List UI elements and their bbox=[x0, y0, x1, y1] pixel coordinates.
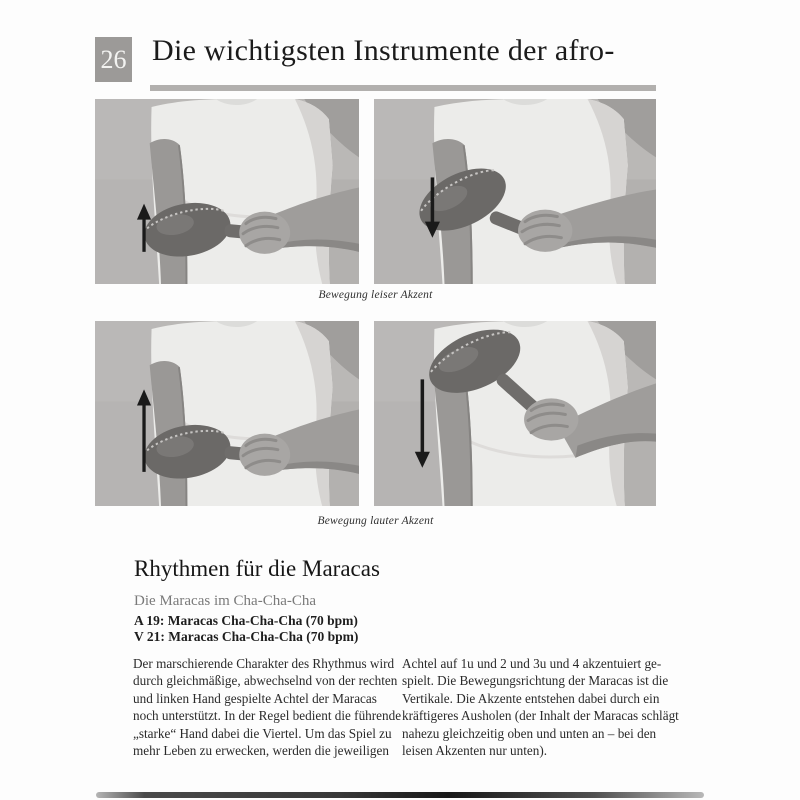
photo-maraca-quiet-upstroke bbox=[95, 99, 359, 284]
track-reference-a19: A 19: Maracas Cha-Cha-Cha (70 bpm) bbox=[134, 613, 358, 628]
figure-caption-quiet-accent: Bewegung leiser Akzent bbox=[318, 289, 433, 301]
body-text-line: leisen Akzenten nur unten). bbox=[402, 743, 548, 759]
page-number-box bbox=[95, 37, 132, 82]
body-text-line: kräftigeres Ausholen (der Inhalt der Maracas schlägt bbox=[402, 708, 679, 724]
page-number: 26 bbox=[100, 44, 127, 74]
track-reference-v21: V 21: Maracas Cha-Cha-Cha (70 bpm) bbox=[134, 628, 359, 644]
body-column-left bbox=[133, 655, 401, 759]
photo-maraca-quiet-downstroke bbox=[374, 99, 656, 284]
figure-caption-loud-accent: Bewegung lauter Akzent bbox=[317, 515, 434, 527]
section-heading: Rhythmen für die Maracas bbox=[134, 556, 380, 581]
hand bbox=[239, 212, 290, 254]
title-rule bbox=[150, 85, 656, 91]
maraca-photo-illustration bbox=[95, 99, 359, 284]
body-text-line: Vertikale. Die Akzente entstehen dabei durch ein bbox=[402, 690, 660, 706]
section-subheading: Die Maracas im Cha-Cha-Cha bbox=[134, 593, 317, 609]
page-title: Die wichtigsten Instrumente der afro- bbox=[152, 34, 615, 67]
body-text-line: nahezu gleichzeitig oben und unten an – bei den bbox=[402, 725, 657, 741]
body-text-line: „starke“ Hand dabei die Viertel. Um das Spiel zu bbox=[133, 725, 392, 741]
maraca-photo-illustration bbox=[374, 321, 656, 506]
hand bbox=[239, 434, 290, 476]
body-text-line: und linken Hand gespielte Achtel der Maracas bbox=[133, 690, 377, 706]
page-bottom-edge-shadow bbox=[96, 792, 704, 798]
body-column-right bbox=[402, 655, 679, 759]
photo-maraca-loud-upstroke bbox=[95, 321, 359, 506]
hand bbox=[518, 210, 572, 252]
body-text-line: spielt. Die Bewegungsrichtung der Maracas ist die bbox=[402, 673, 669, 689]
maraca-photo-illustration bbox=[95, 321, 359, 506]
hand bbox=[524, 398, 578, 440]
track-references bbox=[134, 613, 358, 644]
maraca-photo-illustration bbox=[374, 99, 656, 284]
body-text-line: Achtel auf 1u und 2 und 3u und 4 akzentuiert ge- bbox=[402, 656, 662, 671]
photo-maraca-loud-downstroke bbox=[374, 321, 656, 506]
body-text-line: mehr Leben zu erwecken, werden die jeweiligen bbox=[133, 743, 389, 759]
body-text-line: noch unterstützt. In der Regel bedient die führende bbox=[133, 708, 402, 724]
body-text-line: durch gleichmäßige, abwechselnd von der rechten bbox=[133, 673, 398, 689]
body-text-line: Der marschierende Charakter des Rhythmus wird bbox=[133, 656, 395, 671]
